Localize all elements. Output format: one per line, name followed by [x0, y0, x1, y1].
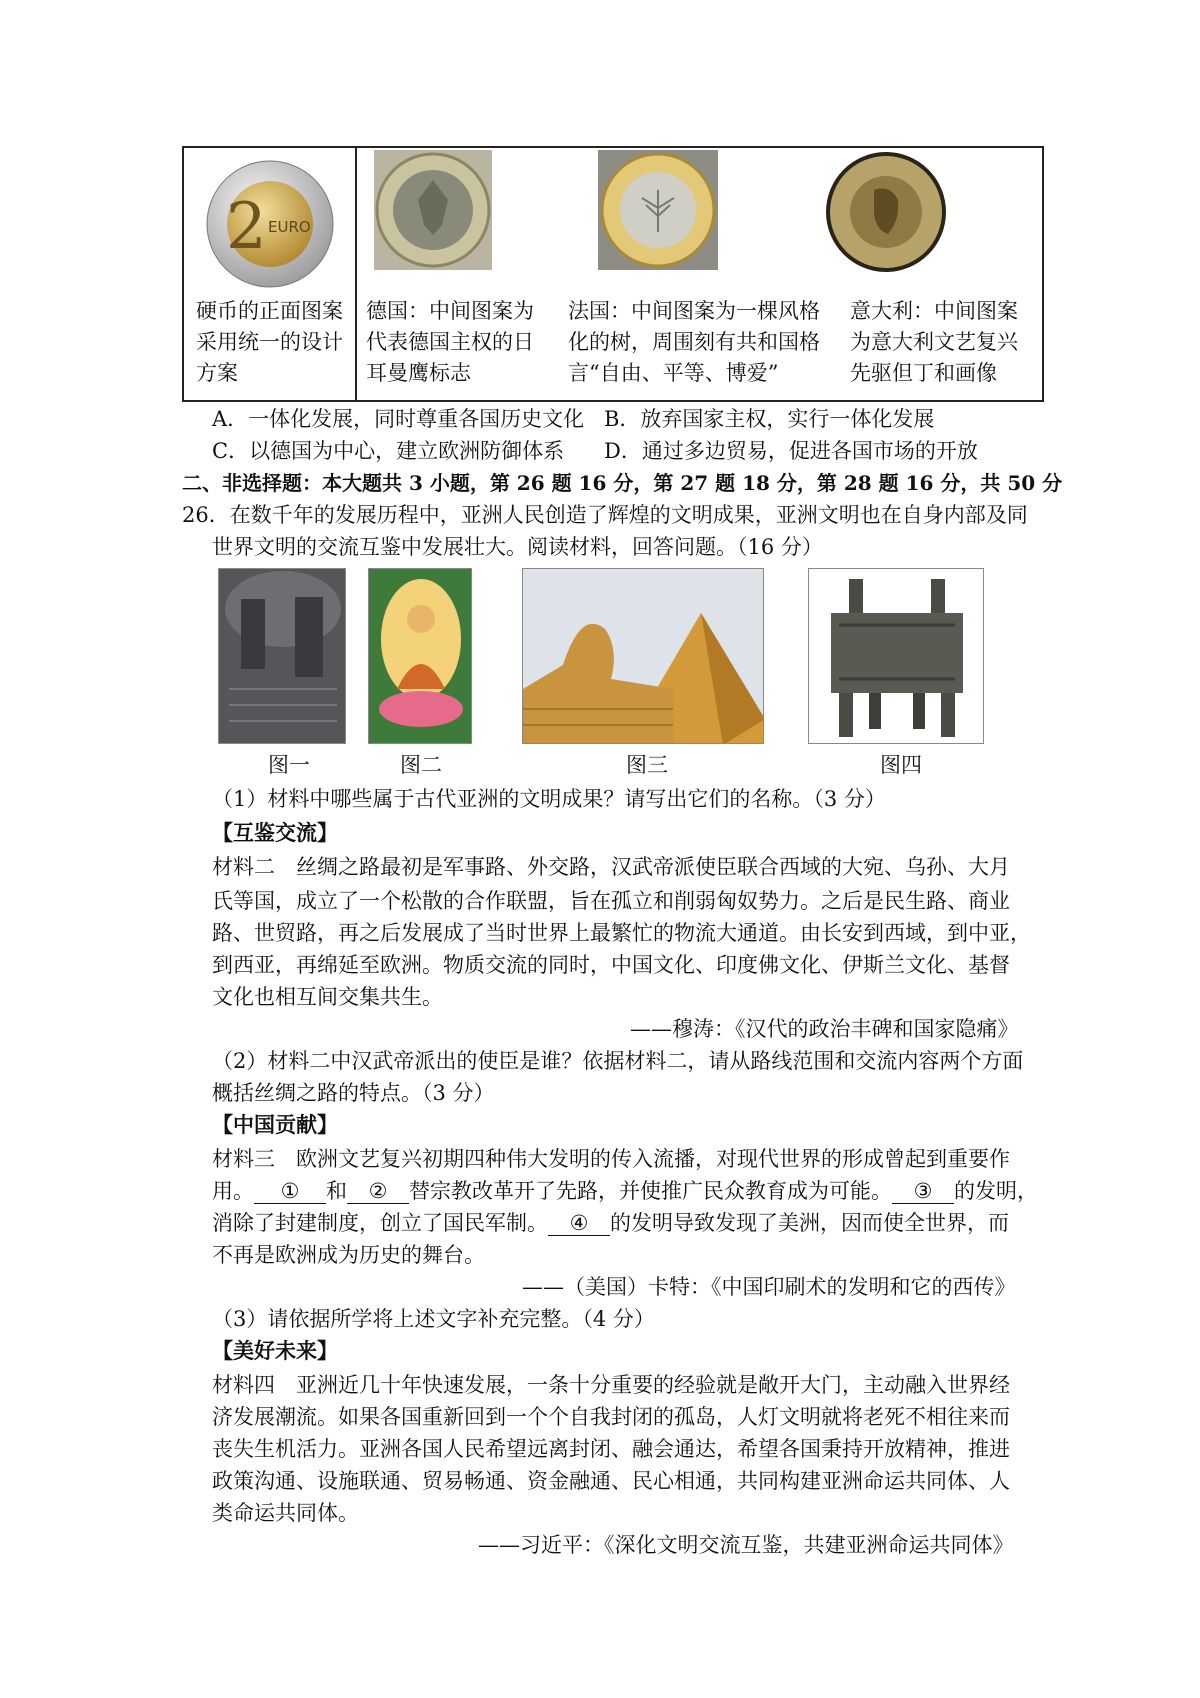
coin-caption-france: 法国：中间图案为一棵风格 化的树，周围刻有共和国格 言“自由、平等、博爱”: [568, 299, 820, 385]
coin-caption-italy: 意大利：中间图案 为意大利文艺复兴 先驱但丁和画像: [850, 299, 1018, 385]
material3-line2: 用。 ① 和 ② 替宗教改革开了先路，并使推广民众教育成为可能。 ③ 的发明，: [212, 1179, 1038, 1203]
heading-future: 【美好未来】: [212, 1338, 338, 1363]
sub-question-2-line2: 概括丝绸之路的特点。（3 分）: [212, 1081, 495, 1105]
material4-line1: 材料四 亚洲近几十年快速发展，一条十分重要的经验就是敞开大门，主动融入世界经: [212, 1373, 1010, 1397]
material4-source: ——习近平：《深化文明交流互鉴，共建亚洲命运共同体》: [478, 1533, 1014, 1557]
buddha-image: [368, 568, 472, 744]
svg-text:2: 2: [226, 190, 267, 264]
blank-4: ④: [548, 1211, 610, 1236]
german-coin-image: [374, 150, 492, 270]
blank-1: ①: [254, 1179, 326, 1204]
material3-line1: 材料三 欧洲文艺复兴初期四种伟大发明的传入流播，对现代世界的形成曾起到重要作: [212, 1147, 1010, 1171]
hammurabi-stele-image: [218, 568, 346, 744]
material3-line4: 不再是欧洲成为历史的舞台。: [212, 1243, 485, 1267]
option-c: C．以德国为中心，建立欧洲防御体系: [212, 439, 565, 463]
material3-source: ——（美国）卡特：《中国印刷术的发明和它的西传》: [522, 1275, 1016, 1299]
option-b: B．放弃国家主权，实行一体化发展: [604, 407, 935, 431]
material4-line4: 政策沟通、设施联通、贸易畅通、资金融通、民心相通，共同构建亚洲命运共同体、人: [212, 1469, 1010, 1493]
coin-table: [182, 146, 1044, 402]
figure-label-4: 图四: [880, 753, 922, 777]
coin-caption-common: 硬币的正面图案 采用统一的设计 方案: [196, 299, 343, 385]
sphinx-pyramid-image: [522, 568, 764, 744]
option-d: D．通过多边贸易，促进各国市场的开放: [604, 439, 978, 463]
q26-line2: 世界文明的交流互鉴中发展壮大。阅读材料，回答问题。（16 分）: [212, 535, 823, 559]
material2-source: ——穆涛：《汉代的政治丰碑和国家隐痛》: [630, 1017, 1019, 1041]
material3-line3: 消除了封建制度，创立了国民军制。 ④ 的发明导致发现了美洲，因而使全世界，而: [212, 1211, 1009, 1235]
blank-3: ③: [892, 1179, 954, 1204]
material4-line2: 济发展潮流。如果各国重新回到一个个自我封闭的孤岛，人灯文明就将老死不相往来而: [212, 1405, 1010, 1429]
material4-line5: 类命运共同体。: [212, 1501, 359, 1525]
heading-exchange: 【互鉴交流】: [212, 820, 338, 845]
material2-line2: 氏等国，成立了一个松散的合作联盟，旨在孤立和削弱匈奴势力。之后是民生路、商业: [212, 889, 1010, 913]
figure-label-1: 图一: [268, 753, 310, 777]
material2-line3: 路、世贸路，再之后发展成了当时世界上最繁忙的物流大通道。由长安到西域，到中亚，: [212, 921, 1031, 945]
q26-line1: 26．在数千年的发展历程中，亚洲人民创造了辉煌的文明成果，亚洲文明也在自身内部及同: [182, 503, 1028, 527]
material4-line3: 丧失生机活力。亚洲各国人民希望远离封闭、融会通达，希望各国秉持开放精神，推进: [212, 1437, 1010, 1461]
blank-2: ②: [347, 1179, 409, 1204]
figure-label-3: 图三: [626, 753, 668, 777]
svg-text:EURO: EURO: [268, 218, 311, 236]
italian-coin-image: [824, 150, 948, 274]
table-divider: [355, 148, 357, 400]
bronze-ding-image: [808, 568, 984, 744]
material2-line1: 材料二 丝绸之路最初是军事路、外交路，汉武帝派使臣联合西域的大宛、乌孙、大月: [212, 855, 1010, 879]
euro-coin-common-image: [196, 158, 344, 290]
sub-question-2-line1: （2）材料二中汉武帝派出的使臣是谁？依据材料二，请从路线范围和交流内容两个方面: [212, 1049, 1024, 1073]
material2-line5: 文化也相互间交集共生。: [212, 985, 443, 1009]
coin-caption-germany: 德国：中间图案为 代表德国主权的日 耳曼鹰标志: [366, 299, 534, 385]
section2-title: 二、非选择题：本大题共 3 小题，第 26 题 16 分，第 27 题 18 分，第 28 题 16 分，共 50 分: [182, 471, 1063, 495]
option-a: A．一体化发展，同时尊重各国历史文化: [212, 407, 585, 431]
sub-question-1: （1）材料中哪些属于古代亚洲的文明成果？请写出它们的名称。（3 分）: [212, 787, 886, 811]
heading-contribution: 【中国贡献】: [212, 1112, 338, 1137]
figure-label-2: 图二: [400, 753, 442, 777]
material2-line4: 到西亚，再绵延至欧洲。物质交流的同时，中国文化、印度佛文化、伊斯兰文化、基督: [212, 953, 1010, 977]
sub-question-3: （3）请依据所学将上述文字补充完整。（4 分）: [212, 1307, 655, 1331]
french-coin-image: [598, 150, 718, 270]
